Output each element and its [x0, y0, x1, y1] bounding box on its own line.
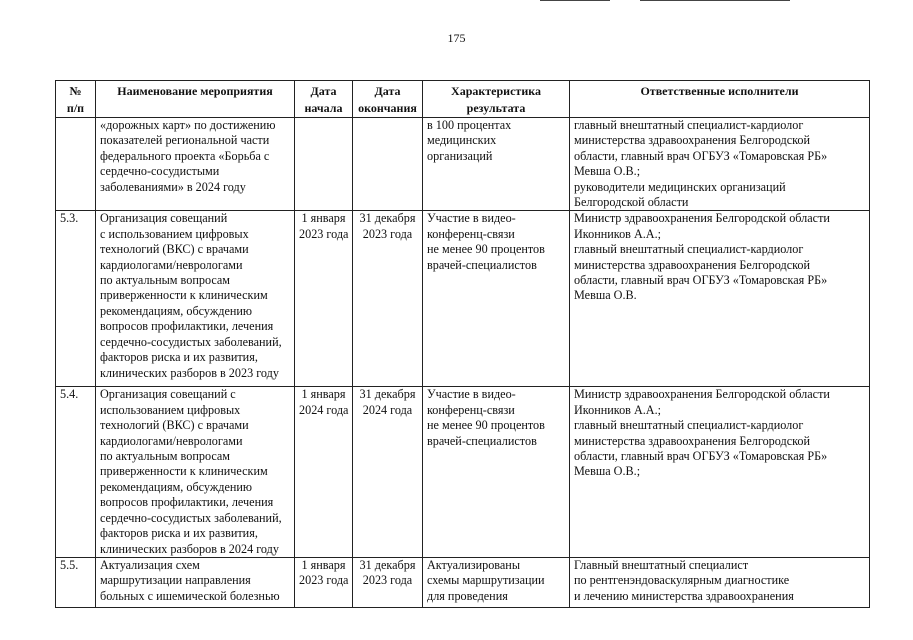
responsible-cell-line: области, главный врач ОГБУЗ «Томаровская РБ»: [574, 148, 828, 163]
responsible-cell-line: области, главный врач ОГБУЗ «Томаровская РБ»: [574, 449, 828, 464]
start-date-cell-line: 2023 года: [299, 226, 349, 241]
responsible-cell-line: Мевша О.В.: [574, 288, 637, 303]
result-cell-line: для проведения: [427, 588, 508, 603]
responsible-cell: [570, 387, 870, 557]
event-name-cell-line: вопросов профилактики, лечения: [100, 495, 274, 510]
responsible-cell-line: и лечению министерства здравоохранения: [574, 588, 794, 603]
row-number-cell: [56, 557, 96, 607]
responsible-cell: [570, 118, 870, 211]
header-num: № п/п: [56, 81, 96, 118]
result-cell-line: не менее 90 процентов: [427, 242, 545, 257]
start-date-cell-line: 1 января: [301, 387, 346, 402]
start-date-cell: [295, 118, 353, 211]
event-name-cell-line: маршрутизации направления: [100, 573, 251, 588]
row-number-cell: [56, 387, 96, 557]
event-name-cell-line: сердечно-сосудистых заболеваний,: [100, 510, 282, 525]
table-row: [56, 557, 870, 607]
result-cell: [423, 118, 570, 211]
event-name-cell-line: Организация совещаний: [100, 211, 228, 226]
responsible-cell-line: по рентгенэндоваскулярным диагностике: [574, 573, 790, 588]
start-date-cell: [295, 387, 353, 557]
event-name-cell-line: кардиологами/неврологами: [100, 433, 243, 448]
event-name-cell-line: сердечно-сосудистыми: [100, 164, 220, 179]
responsible-cell-line: Мевша О.В.;: [574, 464, 641, 479]
event-name-cell-line: использованием цифровых: [100, 402, 241, 417]
result-cell-line: не менее 90 процентов: [427, 418, 545, 433]
start-date-cell-line: 2024 года: [299, 402, 349, 417]
table-row: [56, 387, 870, 557]
event-name-cell-line: рекомендациям, обсуждению: [100, 479, 253, 494]
event-name-cell-line: заболеваниями» в 2024 году: [100, 179, 246, 194]
result-cell-line: Участие в видео-: [427, 211, 516, 226]
event-name-cell: [96, 387, 295, 557]
event-name-cell: [96, 118, 295, 211]
table-header-row: [56, 81, 870, 118]
row-number-cell: [56, 118, 96, 211]
start-date-cell-line: 1 января: [301, 211, 346, 226]
events-table: [55, 80, 870, 608]
start-date-cell-line: 1 января: [301, 557, 346, 572]
header-name: Наименование мероприятия: [96, 81, 295, 118]
event-name-cell-line: сердечно-сосудистых заболеваний,: [100, 334, 282, 349]
end-date-cell-line: 31 декабря: [359, 387, 416, 402]
result-cell-line: врачей-специалистов: [427, 257, 537, 272]
responsible-cell-line: Иконников А.А.;: [574, 402, 662, 417]
responsible-cell-line: Министр здравоохранения Белгородской области: [574, 387, 830, 402]
result-cell-line: Актуализированы: [427, 557, 521, 572]
end-date-cell-line: 2023 года: [362, 573, 413, 588]
responsible-cell-line: министерства здравоохранения Белгородской: [574, 133, 811, 148]
event-name-cell-line: приверженности к клиническим: [100, 288, 268, 303]
responsible-cell-line: Иконников А.А.;: [574, 226, 662, 241]
event-name-cell-line: больных с ишемической болезнью: [100, 588, 280, 603]
event-name-cell-line: показателей региональной части: [100, 133, 270, 148]
result-cell-line: в 100 процентах: [427, 118, 512, 132]
event-name-cell-line: Актуализация схем: [100, 557, 200, 572]
table-row: [56, 118, 870, 211]
row-number-cell-text: 5.5.: [60, 557, 79, 572]
result-cell: [423, 557, 570, 607]
end-date-cell-line: 2024 года: [362, 402, 413, 417]
start-date-cell: [295, 211, 353, 387]
responsible-cell: [570, 211, 870, 387]
result-cell-line: конференц-связи: [427, 226, 515, 241]
row-number-cell-text: 5.4.: [60, 387, 79, 402]
end-date-cell-line: 31 декабря: [359, 557, 416, 572]
header-result: Характеристика результата: [423, 81, 570, 118]
responsible-cell-line: министерства здравоохранения Белгородской: [574, 433, 811, 448]
event-name-cell-line: технологий (ВКС) с врачами: [100, 242, 249, 257]
responsible-cell-line: руководители медицинских организаций: [574, 179, 786, 194]
result-cell: [423, 211, 570, 387]
event-name-cell-line: Организация совещаний с: [100, 387, 236, 402]
event-name-cell-line: факторов риска и их развития,: [100, 350, 258, 365]
page-number: 175: [447, 31, 466, 45]
result-cell-line: организаций: [427, 148, 493, 163]
header-end: Дата окончания: [353, 81, 423, 118]
event-name-cell-line: с использованием цифровых: [100, 226, 249, 241]
event-name-cell-line: вопросов профилактики, лечения: [100, 319, 274, 334]
event-name-cell-line: федерального проекта «Борьба с: [100, 148, 270, 163]
responsible-cell-line: главный внештатный специалист-кардиолог: [574, 418, 804, 433]
event-name-cell-line: рекомендациям, обсуждению: [100, 303, 253, 318]
end-date-cell-line: 31 декабря: [359, 211, 416, 226]
responsible-cell-line: Белгородской области: [574, 195, 689, 210]
event-name-cell-line: приверженности к клиническим: [100, 464, 268, 479]
event-name-cell-line: факторов риска и их развития,: [100, 526, 258, 541]
end-date-cell: [353, 211, 423, 387]
result-cell-line: конференц-связи: [427, 402, 515, 417]
responsible-cell: [570, 557, 870, 607]
event-name-cell-line: кардиологами/неврологами: [100, 257, 243, 272]
header-responsible: Ответственные исполнители: [570, 81, 870, 118]
event-name-cell-line: по актуальным вопросам: [100, 273, 231, 288]
top-rule-left: [540, 0, 610, 1]
result-cell-line: врачей-специалистов: [427, 433, 537, 448]
start-date-cell: [295, 557, 353, 607]
responsible-cell-line: главный внештатный специалист-кардиолог: [574, 118, 804, 132]
result-cell-line: Участие в видео-: [427, 387, 516, 402]
end-date-cell-line: 2023 года: [362, 226, 413, 241]
event-name-cell-line: «дорожных карт» по достижению: [100, 118, 276, 132]
responsible-cell-line: Министр здравоохранения Белгородской области: [574, 211, 830, 226]
start-date-cell-line: 2023 года: [299, 573, 349, 588]
responsible-cell-line: Главный внештатный специалист: [574, 557, 749, 572]
event-name-cell-line: клинических разборов в 2023 году: [100, 365, 279, 380]
result-cell-line: медицинских: [427, 133, 497, 148]
result-cell: [423, 387, 570, 557]
table-row: [56, 211, 870, 387]
responsible-cell-line: Мевша О.В.;: [574, 164, 641, 179]
end-date-cell: [353, 387, 423, 557]
event-name-cell-line: клинических разборов в 2024 году: [100, 541, 279, 556]
end-date-cell: [353, 557, 423, 607]
top-rule-right: [640, 0, 790, 1]
event-name-cell-line: по актуальным вопросам: [100, 449, 231, 464]
responsible-cell-line: министерства здравоохранения Белгородской: [574, 257, 811, 272]
result-cell-line: схемы маршрутизации: [427, 573, 545, 588]
row-number-cell: [56, 211, 96, 387]
responsible-cell-line: области, главный врач ОГБУЗ «Томаровская РБ»: [574, 273, 828, 288]
event-name-cell: [96, 211, 295, 387]
end-date-cell: [353, 118, 423, 211]
event-name-cell-line: технологий (ВКС) с врачами: [100, 418, 249, 433]
responsible-cell-line: главный внештатный специалист-кардиолог: [574, 242, 804, 257]
event-name-cell: [96, 557, 295, 607]
row-number-cell-text: 5.3.: [60, 211, 79, 226]
header-start: Дата начала: [295, 81, 353, 118]
